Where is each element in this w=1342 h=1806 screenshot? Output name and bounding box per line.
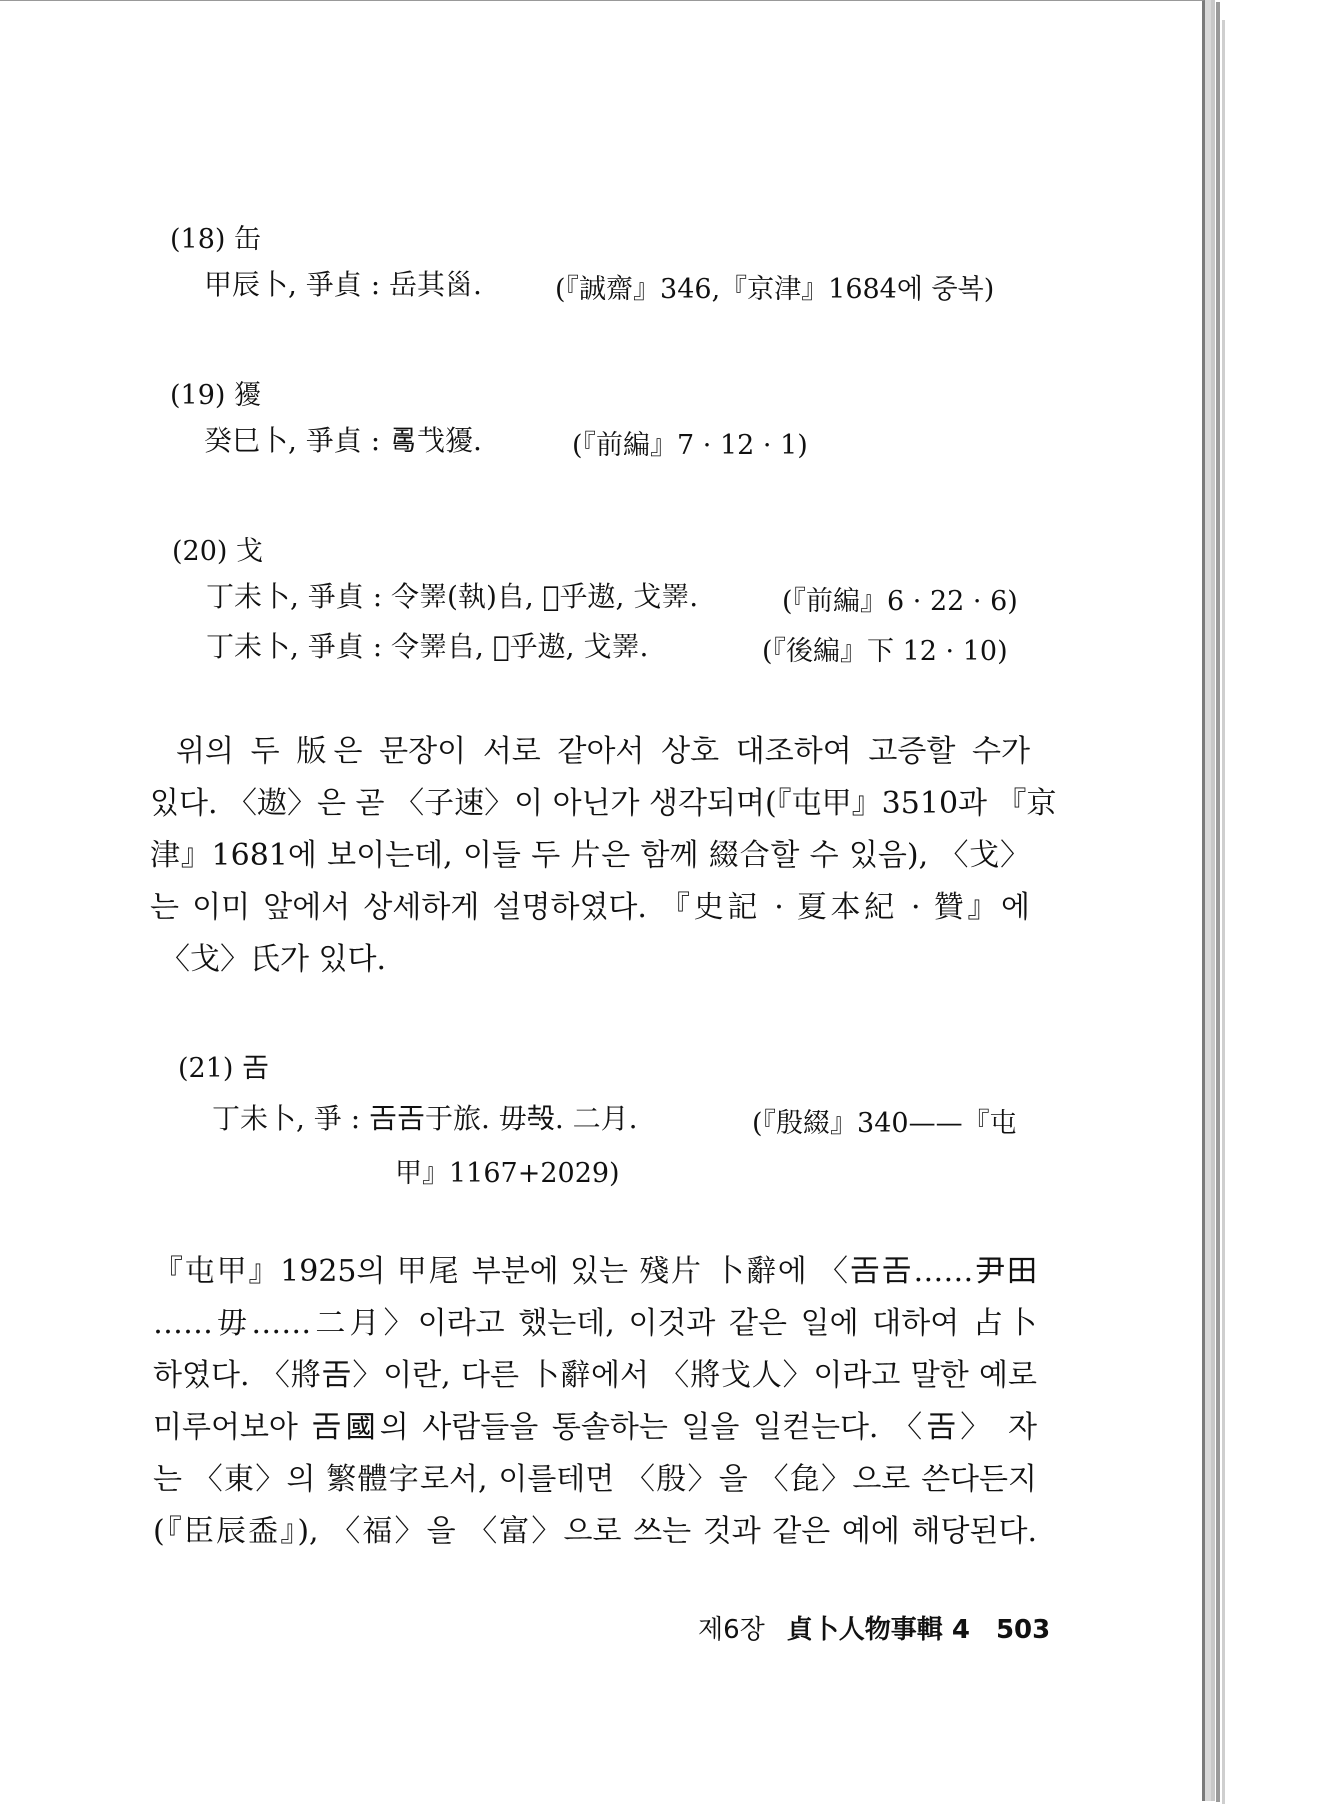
entry-21-heading: (21) 𢀛 xyxy=(178,1053,270,1084)
footer-title: 貞卜人物事輯 4 xyxy=(786,1615,970,1645)
paragraph-line: 는 〈東〉의 繁體字로서, 이를테면 〈殷〉을 〈㲋〉으로 쓴다든지 xyxy=(153,1462,1037,1497)
entry-18-heading: (18) 缶 xyxy=(170,224,262,255)
paragraph-line: 津』1681에 보이는데, 이들 두 片은 함께 綴合할 수 있음), 〈戈〉 xyxy=(150,838,1030,873)
paragraph-line: 있다. 〈遨〉은 곧 〈子速〉이 아닌가 생각되며(『屯甲』3510과 『京 xyxy=(150,786,1057,821)
page-edge-margin xyxy=(1216,0,1342,1806)
page-edge-line xyxy=(1216,2,1220,1802)
entry-21-source-2: 甲』1167+2029) xyxy=(395,1158,620,1189)
commentary-paragraph-2 xyxy=(153,1246,1037,1558)
entry-19-source-1: (『前編』7 · 12 · 1) xyxy=(572,430,808,461)
entry-21-source-1: (『殷綴』340——『屯 xyxy=(752,1108,1017,1139)
paragraph-line: 『屯甲』1925의 甲尾 부분에 있는 殘片 卜辭에 〈𢀛𢀛……尹田 xyxy=(153,1254,1037,1289)
page-edge-shadow xyxy=(1222,20,1225,1804)
entry-19-heading: (19) 獶 xyxy=(170,380,262,411)
paragraph-line: (『臣辰盉』), 〈福〉을 〈富〉으로 쓰는 것과 같은 예에 해당된다. xyxy=(153,1514,1037,1549)
entry-18-line-1: 甲辰卜, 爭貞 : 岳其𡿺. xyxy=(204,268,482,301)
entry-20-heading: (20) 戈 xyxy=(172,536,264,567)
paragraph-line: 는 이미 앞에서 상세하게 설명하였다. 『史記 · 夏本紀 · 贊』에 xyxy=(150,890,1030,925)
paragraph-line: 하였다. 〈將𢀛〉이란, 다른 卜辭에서 〈將戈人〉이라고 말한 예로 xyxy=(153,1358,1037,1393)
entry-20-line-2: 丁未卜, 爭貞 : 令𢍰𠂤, 𡧊乎遨, 戈𢍰. xyxy=(206,630,649,663)
paragraph-line: 〈戈〉氏가 있다. xyxy=(160,942,387,977)
commentary-paragraph-1 xyxy=(150,726,1057,986)
entry-18-source-1: (『誠齋』346,『京津』1684에 중복) xyxy=(555,274,995,305)
page-number: 503 xyxy=(995,1615,1051,1645)
paragraph-line: 위의 두 版은 문장이 서로 같아서 상호 대조하여 고증할 수가 xyxy=(176,734,1030,769)
paragraph-line: 미루어보아 𢀛國의 사람들을 통솔하는 일을 일컫는다. 〈𢀛〉 자 xyxy=(153,1410,1037,1445)
entry-20-source-2: (『後編』下 12 · 10) xyxy=(762,636,1008,667)
entry-20-source-1: (『前編』6 · 22 · 6) xyxy=(782,586,1018,617)
footer-chapter: 제6장 xyxy=(698,1615,765,1645)
entry-20-line-1: 丁未卜, 爭貞 : 令𢍰(執)𠂤, 𡧊乎遨, 戈𢍰. xyxy=(206,580,699,613)
entry-19-line-1: 癸巳卜, 爭貞 : 𠷎𢦏獶. xyxy=(204,424,482,457)
entry-21-line-1: 丁未卜, 爭 : 𢀛𢀛于旅. 毋𣪊. 二月. xyxy=(212,1102,638,1135)
page-footer xyxy=(698,1609,1050,1646)
paragraph-line: ……毋……二月〉이라고 했는데, 이것과 같은 일에 대하여 占卜 xyxy=(153,1306,1037,1341)
